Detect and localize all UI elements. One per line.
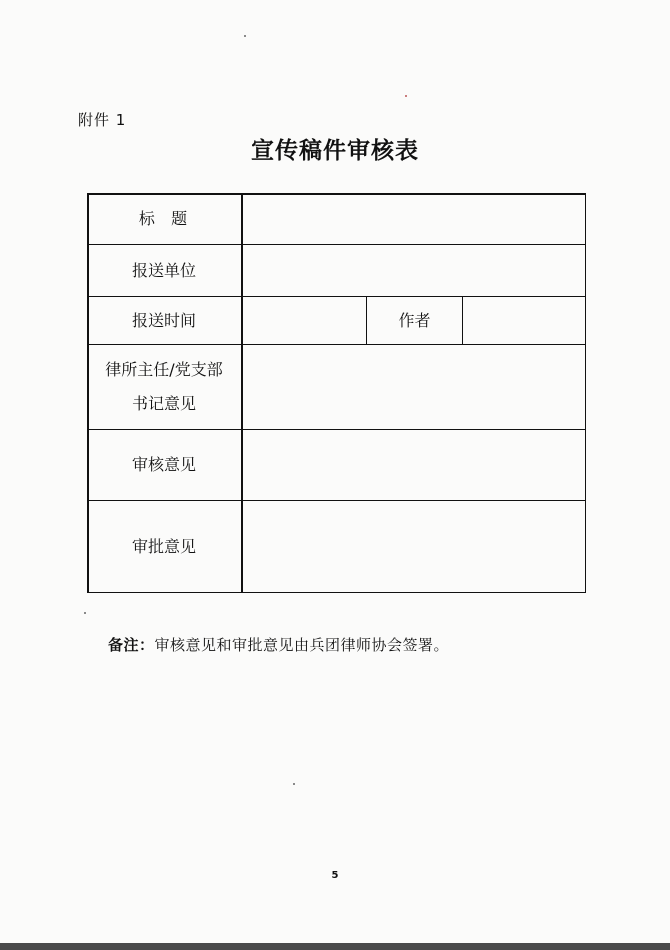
viewer-bottom-bar: [0, 943, 670, 950]
label-director-opinion: 律所主任/党支部 书记意见: [105, 360, 223, 413]
scan-speck: [293, 783, 295, 785]
annex-label: 附件 1: [78, 111, 127, 129]
scan-speck: [244, 35, 246, 37]
review-opinion-field[interactable]: [243, 431, 584, 500]
label-author: 作者: [398, 310, 431, 330]
director-opinion-field[interactable]: [243, 346, 584, 429]
label-approval-opinion: 审批意见: [131, 536, 196, 556]
label-submitting-unit: 报送单位: [131, 260, 196, 280]
page-title: 宣传稿件审核表: [251, 137, 419, 164]
footnote: [108, 634, 449, 655]
review-form-table: [87, 193, 586, 593]
footnote-text: 审核意见和审批意见由兵团律师协会签署。: [154, 636, 450, 654]
author-field[interactable]: [464, 298, 584, 344]
page-number: 5: [331, 870, 339, 881]
label-review-opinion: 审核意见: [131, 455, 196, 474]
label-submission-time: 报送时间: [131, 310, 196, 330]
scan-speck: [84, 612, 86, 614]
scan-speck: [405, 95, 407, 97]
submission-time-field[interactable]: [243, 298, 365, 344]
title-field[interactable]: [243, 194, 584, 244]
label-title: 标 题: [138, 208, 190, 228]
approval-opinion-field[interactable]: [243, 502, 584, 591]
footnote-prefix: 备注：: [108, 636, 155, 654]
submitting-unit-field[interactable]: [243, 246, 584, 296]
